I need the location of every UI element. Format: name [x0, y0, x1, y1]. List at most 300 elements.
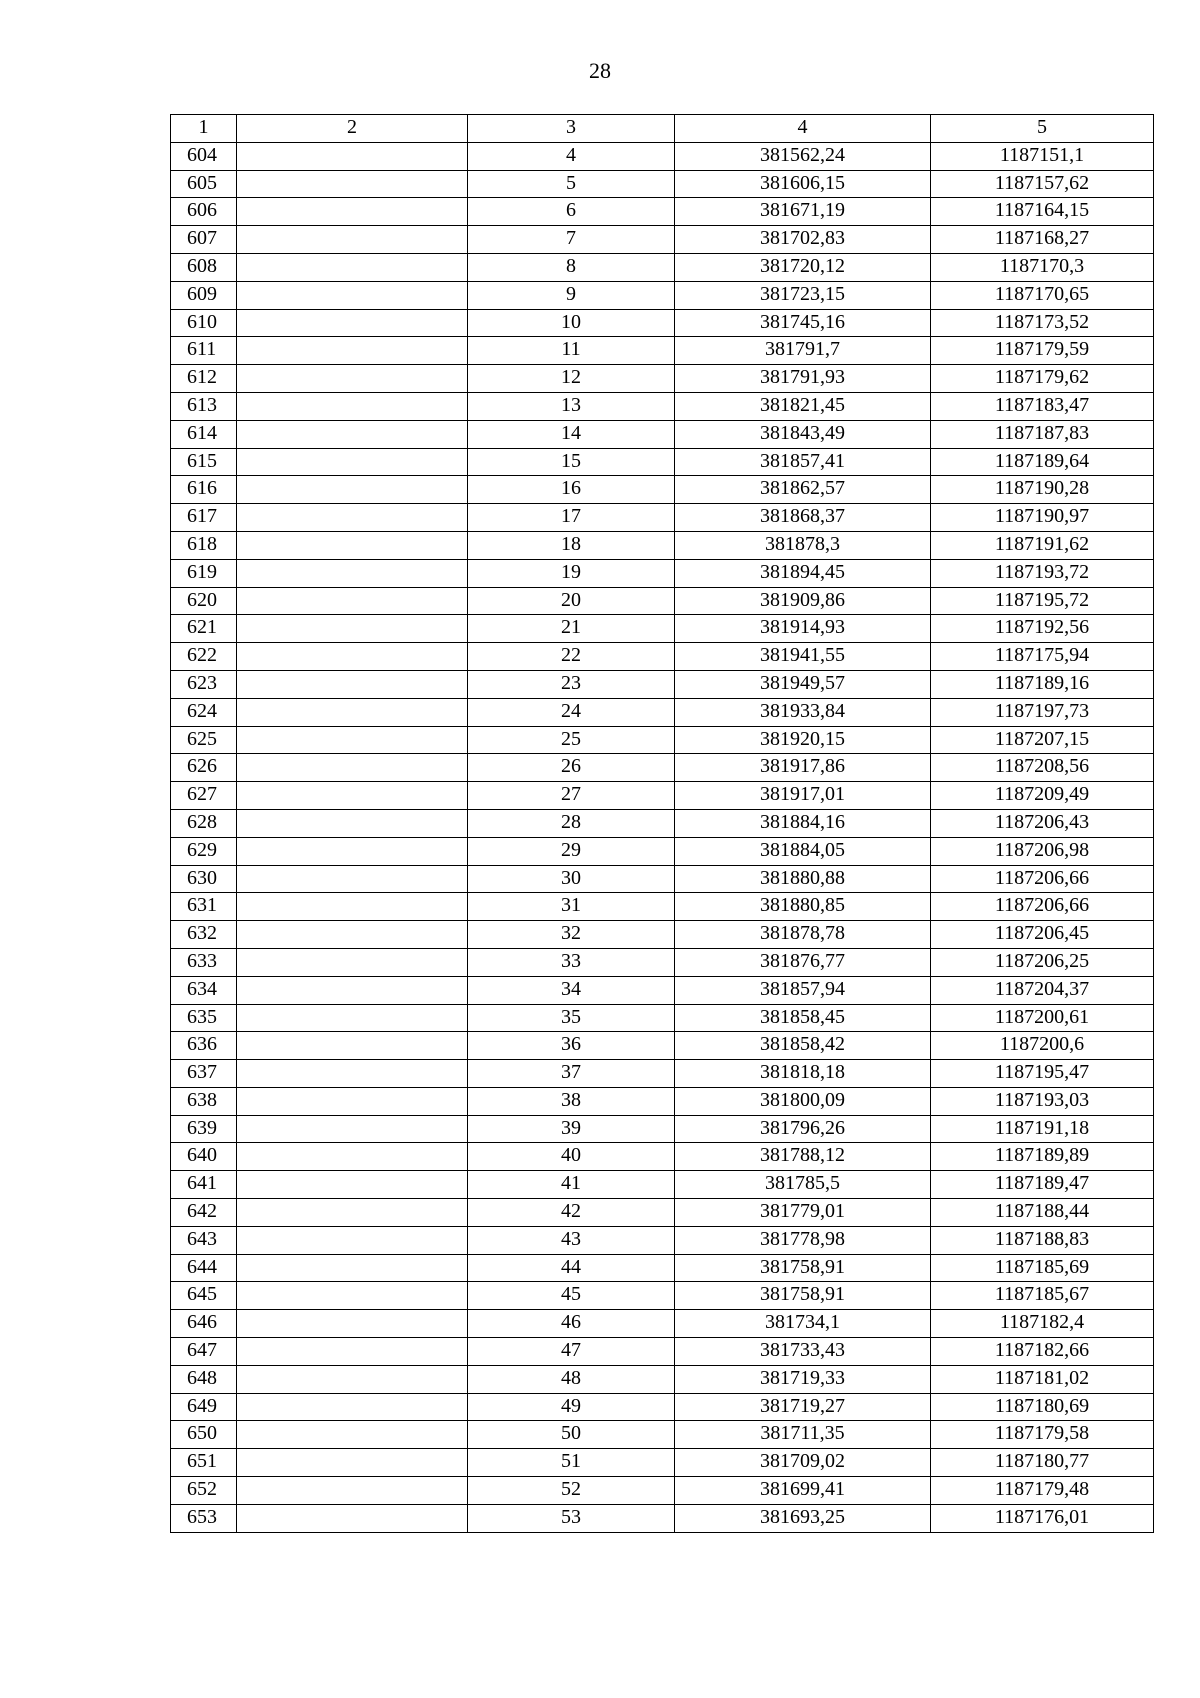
table-row — [171, 1087, 1154, 1115]
x-coordinate-cell: 381949,57 — [675, 670, 931, 698]
row-number-cell: 647 — [171, 1338, 237, 1366]
row-number-cell: 633 — [171, 948, 237, 976]
point-number-cell: 51 — [468, 1449, 675, 1477]
description-cell — [237, 281, 468, 309]
x-coordinate-cell: 381920,15 — [675, 726, 931, 754]
y-coordinate-cell: 1187206,45 — [931, 921, 1154, 949]
x-coordinate-cell: 381734,1 — [675, 1310, 931, 1338]
x-coordinate-cell: 381941,55 — [675, 643, 931, 671]
y-coordinate-cell: 1187206,43 — [931, 809, 1154, 837]
row-number-cell: 631 — [171, 893, 237, 921]
row-number-cell: 622 — [171, 643, 237, 671]
point-number-cell: 40 — [468, 1143, 675, 1171]
x-coordinate-cell: 381821,45 — [675, 392, 931, 420]
y-coordinate-cell: 1187206,66 — [931, 865, 1154, 893]
description-cell — [237, 921, 468, 949]
description-cell — [237, 1421, 468, 1449]
row-number-cell: 650 — [171, 1421, 237, 1449]
table-row — [171, 1338, 1154, 1366]
y-coordinate-cell: 1187190,97 — [931, 504, 1154, 532]
x-coordinate-cell: 381758,91 — [675, 1282, 931, 1310]
x-coordinate-cell: 381858,42 — [675, 1032, 931, 1060]
y-coordinate-cell: 1187206,25 — [931, 948, 1154, 976]
table-row — [171, 698, 1154, 726]
point-number-cell: 44 — [468, 1254, 675, 1282]
row-number-cell: 649 — [171, 1393, 237, 1421]
y-coordinate-cell: 1187197,73 — [931, 698, 1154, 726]
row-number-cell: 611 — [171, 337, 237, 365]
row-number-cell: 623 — [171, 670, 237, 698]
x-coordinate-cell: 381796,26 — [675, 1115, 931, 1143]
point-number-cell: 20 — [468, 587, 675, 615]
point-number-cell: 21 — [468, 615, 675, 643]
x-coordinate-cell: 381878,3 — [675, 531, 931, 559]
description-cell — [237, 837, 468, 865]
header-cell-col1: 1 — [171, 115, 237, 143]
y-coordinate-cell: 1187189,47 — [931, 1171, 1154, 1199]
row-number-cell: 644 — [171, 1254, 237, 1282]
row-number-cell: 642 — [171, 1199, 237, 1227]
row-number-cell: 648 — [171, 1365, 237, 1393]
description-cell — [237, 670, 468, 698]
y-coordinate-cell: 1187189,89 — [931, 1143, 1154, 1171]
row-number-cell: 608 — [171, 253, 237, 281]
row-number-cell: 609 — [171, 281, 237, 309]
y-coordinate-cell: 1187170,65 — [931, 281, 1154, 309]
table-row — [171, 921, 1154, 949]
description-cell — [237, 1477, 468, 1505]
row-number-cell: 629 — [171, 837, 237, 865]
description-cell — [237, 559, 468, 587]
y-coordinate-cell: 1187208,56 — [931, 754, 1154, 782]
point-number-cell: 10 — [468, 309, 675, 337]
row-number-cell: 651 — [171, 1449, 237, 1477]
row-number-cell: 610 — [171, 309, 237, 337]
y-coordinate-cell: 1187207,15 — [931, 726, 1154, 754]
description-cell — [237, 754, 468, 782]
y-coordinate-cell: 1187176,01 — [931, 1504, 1154, 1532]
x-coordinate-cell: 381880,88 — [675, 865, 931, 893]
table-row — [171, 1421, 1154, 1449]
table-row — [171, 448, 1154, 476]
description-cell — [237, 142, 468, 170]
description-cell — [237, 1199, 468, 1227]
y-coordinate-cell: 1187188,44 — [931, 1199, 1154, 1227]
description-cell — [237, 1282, 468, 1310]
row-number-cell: 618 — [171, 531, 237, 559]
y-coordinate-cell: 1187195,72 — [931, 587, 1154, 615]
table-row — [171, 1199, 1154, 1227]
table-row — [171, 587, 1154, 615]
point-number-cell: 37 — [468, 1060, 675, 1088]
table-row — [171, 643, 1154, 671]
y-coordinate-cell: 1187173,52 — [931, 309, 1154, 337]
x-coordinate-cell: 381909,86 — [675, 587, 931, 615]
table-row — [171, 1365, 1154, 1393]
table-row — [171, 1449, 1154, 1477]
table-row — [171, 948, 1154, 976]
description-cell — [237, 809, 468, 837]
point-number-cell: 36 — [468, 1032, 675, 1060]
table-row — [171, 782, 1154, 810]
x-coordinate-cell: 381719,33 — [675, 1365, 931, 1393]
row-number-cell: 626 — [171, 754, 237, 782]
point-number-cell: 38 — [468, 1087, 675, 1115]
point-number-cell: 53 — [468, 1504, 675, 1532]
description-cell — [237, 1087, 468, 1115]
point-number-cell: 8 — [468, 253, 675, 281]
row-number-cell: 606 — [171, 198, 237, 226]
description-cell — [237, 948, 468, 976]
description-cell — [237, 726, 468, 754]
table-row — [171, 476, 1154, 504]
row-number-cell: 613 — [171, 392, 237, 420]
point-number-cell: 33 — [468, 948, 675, 976]
y-coordinate-cell: 1187192,56 — [931, 615, 1154, 643]
point-number-cell: 5 — [468, 170, 675, 198]
x-coordinate-cell: 381917,01 — [675, 782, 931, 810]
x-coordinate-cell: 381876,77 — [675, 948, 931, 976]
point-number-cell: 7 — [468, 226, 675, 254]
y-coordinate-cell: 1187209,49 — [931, 782, 1154, 810]
row-number-cell: 605 — [171, 170, 237, 198]
y-coordinate-cell: 1187185,69 — [931, 1254, 1154, 1282]
y-coordinate-cell: 1187179,48 — [931, 1477, 1154, 1505]
point-number-cell: 52 — [468, 1477, 675, 1505]
x-coordinate-cell: 381733,43 — [675, 1338, 931, 1366]
row-number-cell: 635 — [171, 1004, 237, 1032]
row-number-cell: 612 — [171, 365, 237, 393]
description-cell — [237, 976, 468, 1004]
table-row — [171, 893, 1154, 921]
x-coordinate-cell: 381699,41 — [675, 1477, 931, 1505]
description-cell — [237, 309, 468, 337]
table-row — [171, 1504, 1154, 1532]
point-number-cell: 46 — [468, 1310, 675, 1338]
x-coordinate-cell: 381914,93 — [675, 615, 931, 643]
point-number-cell: 18 — [468, 531, 675, 559]
table-row — [171, 1171, 1154, 1199]
table-row — [171, 1060, 1154, 1088]
x-coordinate-cell: 381857,41 — [675, 448, 931, 476]
description-cell — [237, 1449, 468, 1477]
row-number-cell: 652 — [171, 1477, 237, 1505]
x-coordinate-cell: 381894,45 — [675, 559, 931, 587]
coordinate-table-body — [171, 115, 1154, 1533]
description-cell — [237, 643, 468, 671]
row-number-cell: 619 — [171, 559, 237, 587]
table-row — [171, 1310, 1154, 1338]
y-coordinate-cell: 1187183,47 — [931, 392, 1154, 420]
coordinate-table — [170, 114, 1154, 1533]
description-cell — [237, 365, 468, 393]
point-number-cell: 30 — [468, 865, 675, 893]
y-coordinate-cell: 1187200,6 — [931, 1032, 1154, 1060]
table-row — [171, 504, 1154, 532]
point-number-cell: 35 — [468, 1004, 675, 1032]
point-number-cell: 22 — [468, 643, 675, 671]
y-coordinate-cell: 1187204,37 — [931, 976, 1154, 1004]
description-cell — [237, 587, 468, 615]
point-number-cell: 49 — [468, 1393, 675, 1421]
row-number-cell: 643 — [171, 1226, 237, 1254]
table-row — [171, 1004, 1154, 1032]
x-coordinate-cell: 381862,57 — [675, 476, 931, 504]
table-row — [171, 392, 1154, 420]
description-cell — [237, 1310, 468, 1338]
x-coordinate-cell: 381791,93 — [675, 365, 931, 393]
description-cell — [237, 504, 468, 532]
row-number-cell: 604 — [171, 142, 237, 170]
table-row — [171, 253, 1154, 281]
row-number-cell: 646 — [171, 1310, 237, 1338]
x-coordinate-cell: 381880,85 — [675, 893, 931, 921]
table-row — [171, 1115, 1154, 1143]
y-coordinate-cell: 1187179,59 — [931, 337, 1154, 365]
y-coordinate-cell: 1187189,16 — [931, 670, 1154, 698]
table-row — [171, 615, 1154, 643]
point-number-cell: 42 — [468, 1199, 675, 1227]
description-cell — [237, 1004, 468, 1032]
y-coordinate-cell: 1187175,94 — [931, 643, 1154, 671]
description-cell — [237, 1393, 468, 1421]
description-cell — [237, 1226, 468, 1254]
y-coordinate-cell: 1187180,69 — [931, 1393, 1154, 1421]
x-coordinate-cell: 381562,24 — [675, 142, 931, 170]
point-number-cell: 23 — [468, 670, 675, 698]
table-row — [171, 809, 1154, 837]
x-coordinate-cell: 381711,35 — [675, 1421, 931, 1449]
y-coordinate-cell: 1187200,61 — [931, 1004, 1154, 1032]
y-coordinate-cell: 1187190,28 — [931, 476, 1154, 504]
table-row — [171, 976, 1154, 1004]
table-row — [171, 337, 1154, 365]
x-coordinate-cell: 381720,12 — [675, 253, 931, 281]
row-number-cell: 641 — [171, 1171, 237, 1199]
row-number-cell: 607 — [171, 226, 237, 254]
x-coordinate-cell: 381606,15 — [675, 170, 931, 198]
point-number-cell: 34 — [468, 976, 675, 1004]
table-row — [171, 170, 1154, 198]
table-row — [171, 420, 1154, 448]
x-coordinate-cell: 381778,98 — [675, 1226, 931, 1254]
table-row — [171, 281, 1154, 309]
row-number-cell: 632 — [171, 921, 237, 949]
row-number-cell: 653 — [171, 1504, 237, 1532]
y-coordinate-cell: 1187206,66 — [931, 893, 1154, 921]
y-coordinate-cell: 1187185,67 — [931, 1282, 1154, 1310]
table-row — [171, 226, 1154, 254]
row-number-cell: 640 — [171, 1143, 237, 1171]
y-coordinate-cell: 1187170,3 — [931, 253, 1154, 281]
point-number-cell: 9 — [468, 281, 675, 309]
row-number-cell: 620 — [171, 587, 237, 615]
x-coordinate-cell: 381917,86 — [675, 754, 931, 782]
point-number-cell: 31 — [468, 893, 675, 921]
x-coordinate-cell: 381791,7 — [675, 337, 931, 365]
row-number-cell: 625 — [171, 726, 237, 754]
y-coordinate-cell: 1187164,15 — [931, 198, 1154, 226]
y-coordinate-cell: 1187189,64 — [931, 448, 1154, 476]
table-row — [171, 1226, 1154, 1254]
point-number-cell: 4 — [468, 142, 675, 170]
point-number-cell: 12 — [468, 365, 675, 393]
description-cell — [237, 1338, 468, 1366]
y-coordinate-cell: 1187193,03 — [931, 1087, 1154, 1115]
y-coordinate-cell: 1187195,47 — [931, 1060, 1154, 1088]
table-row — [171, 754, 1154, 782]
point-number-cell: 13 — [468, 392, 675, 420]
point-number-cell: 15 — [468, 448, 675, 476]
description-cell — [237, 170, 468, 198]
point-number-cell: 47 — [468, 1338, 675, 1366]
x-coordinate-cell: 381868,37 — [675, 504, 931, 532]
point-number-cell: 24 — [468, 698, 675, 726]
description-cell — [237, 1254, 468, 1282]
row-number-cell: 614 — [171, 420, 237, 448]
y-coordinate-cell: 1187181,02 — [931, 1365, 1154, 1393]
description-cell — [237, 531, 468, 559]
description-cell — [237, 1143, 468, 1171]
point-number-cell: 29 — [468, 837, 675, 865]
description-cell — [237, 865, 468, 893]
x-coordinate-cell: 381779,01 — [675, 1199, 931, 1227]
point-number-cell: 43 — [468, 1226, 675, 1254]
y-coordinate-cell: 1187151,1 — [931, 142, 1154, 170]
x-coordinate-cell: 381884,16 — [675, 809, 931, 837]
description-cell — [237, 198, 468, 226]
point-number-cell: 14 — [468, 420, 675, 448]
description-cell — [237, 1032, 468, 1060]
point-number-cell: 50 — [468, 1421, 675, 1449]
x-coordinate-cell: 381878,78 — [675, 921, 931, 949]
description-cell — [237, 476, 468, 504]
row-number-cell: 627 — [171, 782, 237, 810]
x-coordinate-cell: 381719,27 — [675, 1393, 931, 1421]
point-number-cell: 19 — [468, 559, 675, 587]
y-coordinate-cell: 1187188,83 — [931, 1226, 1154, 1254]
description-cell — [237, 698, 468, 726]
x-coordinate-cell: 381857,94 — [675, 976, 931, 1004]
header-cell-col4: 4 — [675, 115, 931, 143]
row-number-cell: 639 — [171, 1115, 237, 1143]
header-cell-col3: 3 — [468, 115, 675, 143]
y-coordinate-cell: 1187206,98 — [931, 837, 1154, 865]
x-coordinate-cell: 381858,45 — [675, 1004, 931, 1032]
point-number-cell: 27 — [468, 782, 675, 810]
table-row — [171, 670, 1154, 698]
row-number-cell: 617 — [171, 504, 237, 532]
x-coordinate-cell: 381800,09 — [675, 1087, 931, 1115]
x-coordinate-cell: 381709,02 — [675, 1449, 931, 1477]
point-number-cell: 48 — [468, 1365, 675, 1393]
header-cell-col5: 5 — [931, 115, 1154, 143]
description-cell — [237, 337, 468, 365]
x-coordinate-cell: 381693,25 — [675, 1504, 931, 1532]
description-cell — [237, 448, 468, 476]
point-number-cell: 17 — [468, 504, 675, 532]
description-cell — [237, 1060, 468, 1088]
x-coordinate-cell: 381843,49 — [675, 420, 931, 448]
description-cell — [237, 1365, 468, 1393]
table-row — [171, 1032, 1154, 1060]
description-cell — [237, 392, 468, 420]
table-row — [171, 865, 1154, 893]
point-number-cell: 11 — [468, 337, 675, 365]
y-coordinate-cell: 1187168,27 — [931, 226, 1154, 254]
table-row — [171, 726, 1154, 754]
y-coordinate-cell: 1187191,62 — [931, 531, 1154, 559]
y-coordinate-cell: 1187193,72 — [931, 559, 1154, 587]
row-number-cell: 615 — [171, 448, 237, 476]
x-coordinate-cell: 381933,84 — [675, 698, 931, 726]
y-coordinate-cell: 1187182,66 — [931, 1338, 1154, 1366]
point-number-cell: 25 — [468, 726, 675, 754]
table-row — [171, 198, 1154, 226]
table-row — [171, 365, 1154, 393]
x-coordinate-cell: 381785,5 — [675, 1171, 931, 1199]
description-cell — [237, 1115, 468, 1143]
point-number-cell: 39 — [468, 1115, 675, 1143]
point-number-cell: 16 — [468, 476, 675, 504]
table-row — [171, 1393, 1154, 1421]
table-row — [171, 1254, 1154, 1282]
table-row — [171, 309, 1154, 337]
point-number-cell: 32 — [468, 921, 675, 949]
row-number-cell: 645 — [171, 1282, 237, 1310]
y-coordinate-cell: 1187179,58 — [931, 1421, 1154, 1449]
table-row — [171, 1477, 1154, 1505]
description-cell — [237, 893, 468, 921]
y-coordinate-cell: 1187179,62 — [931, 365, 1154, 393]
description-cell — [237, 420, 468, 448]
y-coordinate-cell: 1187182,4 — [931, 1310, 1154, 1338]
table-row — [171, 1282, 1154, 1310]
x-coordinate-cell: 381702,83 — [675, 226, 931, 254]
table-row — [171, 837, 1154, 865]
point-number-cell: 28 — [468, 809, 675, 837]
y-coordinate-cell: 1187191,18 — [931, 1115, 1154, 1143]
row-number-cell: 637 — [171, 1060, 237, 1088]
point-number-cell: 41 — [468, 1171, 675, 1199]
row-number-cell: 621 — [171, 615, 237, 643]
description-cell — [237, 1504, 468, 1532]
page-number: 28 — [589, 58, 611, 83]
table-row — [171, 559, 1154, 587]
row-number-cell: 616 — [171, 476, 237, 504]
y-coordinate-cell: 1187187,83 — [931, 420, 1154, 448]
description-cell — [237, 253, 468, 281]
x-coordinate-cell: 381758,91 — [675, 1254, 931, 1282]
description-cell — [237, 782, 468, 810]
description-cell — [237, 1171, 468, 1199]
row-number-cell: 630 — [171, 865, 237, 893]
row-number-cell: 628 — [171, 809, 237, 837]
x-coordinate-cell: 381884,05 — [675, 837, 931, 865]
description-cell — [237, 226, 468, 254]
x-coordinate-cell: 381745,16 — [675, 309, 931, 337]
table-row — [171, 1143, 1154, 1171]
point-number-cell: 45 — [468, 1282, 675, 1310]
y-coordinate-cell: 1187157,62 — [931, 170, 1154, 198]
point-number-cell: 26 — [468, 754, 675, 782]
row-number-cell: 636 — [171, 1032, 237, 1060]
point-number-cell: 6 — [468, 198, 675, 226]
description-cell — [237, 615, 468, 643]
x-coordinate-cell: 381671,19 — [675, 198, 931, 226]
x-coordinate-cell: 381788,12 — [675, 1143, 931, 1171]
table-row — [171, 142, 1154, 170]
